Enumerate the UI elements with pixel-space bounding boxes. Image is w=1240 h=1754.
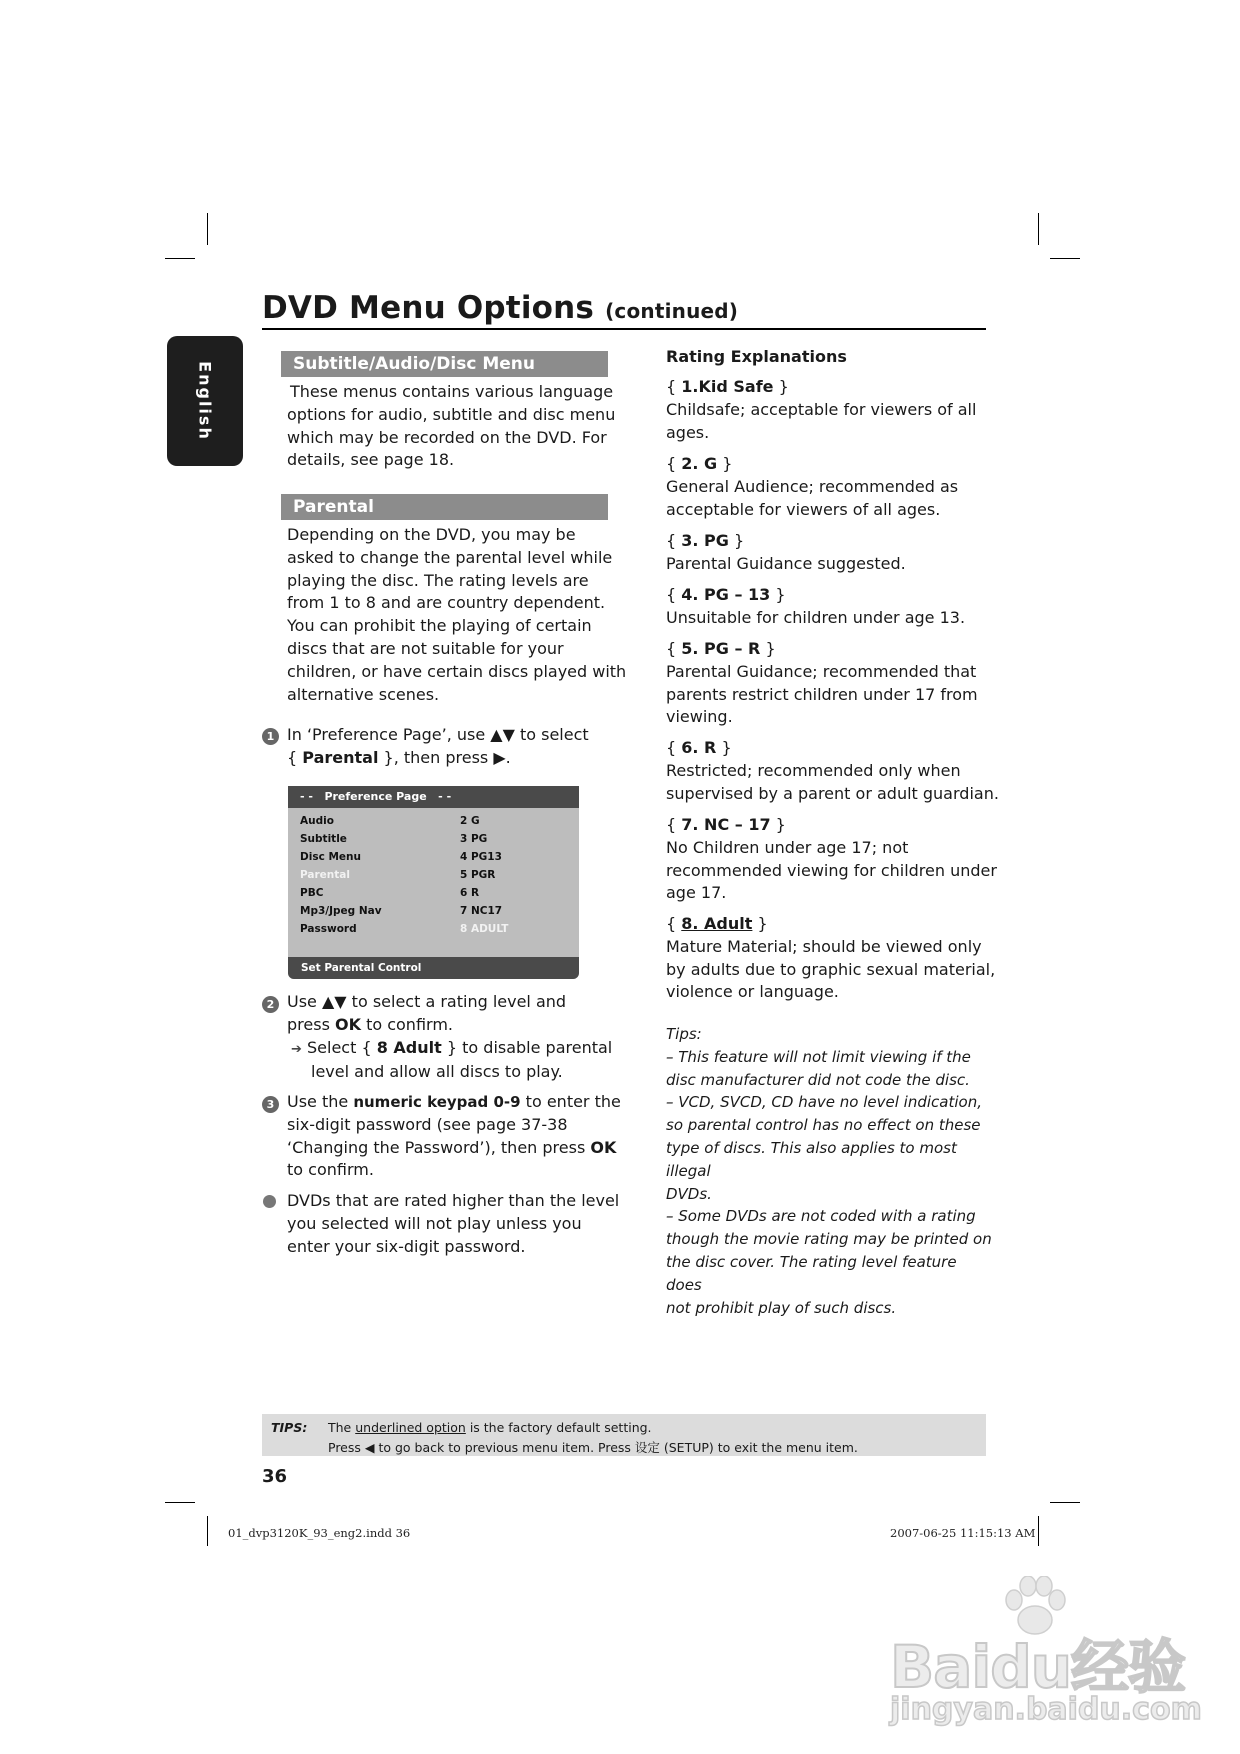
note-bullet-icon [263, 1195, 276, 1208]
rating-label-3: { 3. PG } [666, 531, 745, 550]
rating-entry-7 [666, 814, 997, 905]
rating-label-8-text: 8. Adult [681, 914, 753, 933]
rating-desc-line: recommended viewing for children under [666, 860, 997, 880]
section1-line: These menus contains various language [290, 382, 614, 401]
step-3-line1-post: to enter the [520, 1092, 621, 1111]
tips-bar-line1 [328, 1420, 652, 1435]
rating-label-6: { 6. R } [666, 738, 732, 757]
note-line: DVDs that are rated higher than the level [287, 1191, 620, 1210]
crop-mark-top-right-h [1050, 258, 1080, 259]
rating-option-3pg[interactable]: 3 PG [460, 833, 488, 845]
rating-label-7-text: 7. NC – 17 [681, 815, 771, 834]
section2-line: asked to change the parental level while [287, 547, 613, 567]
title-rule [262, 328, 986, 330]
crop-mark-bottom-left [207, 1516, 208, 1546]
rating-label-5-text: 5. PG – R [681, 639, 761, 658]
section1-line: details, see page 18. [287, 450, 455, 470]
rating-desc-line: parents restrict children under 17 from [666, 684, 978, 704]
rating-desc-line: by adults due to graphic sexual material, [666, 959, 996, 979]
rating-label-4-text: 4. PG – 13 [681, 585, 771, 604]
section2-line: playing the disc. The rating levels are [287, 570, 589, 590]
rating-option-5pgr[interactable]: 5 PGR [460, 869, 496, 881]
step-2-line2-post: to confirm. [360, 1014, 453, 1034]
tips-line: DVDs. [666, 1184, 712, 1203]
tips-bar-line2: Press ◀ to go back to previous menu item. Press 设定 (SETUP) to exit the menu item. [328, 1440, 858, 1455]
rating-desc-line: violence or language. [666, 982, 839, 1002]
rating-label-3-text: 3. PG [681, 531, 729, 550]
section2-line: Depending on the DVD, you may be [287, 525, 576, 544]
rating-option-6r[interactable]: 6 R [460, 887, 480, 899]
rating-desc-line: supervised by a parent or adult guardian. [666, 783, 999, 803]
step-2-line4: level and allow all discs to play. [311, 1062, 563, 1082]
rating-explanations-heading: Rating Explanations [666, 347, 847, 366]
crop-mark-top-left-h [165, 258, 195, 259]
rating-desc-line: Restricted; recommended only when [666, 760, 961, 780]
rating-label-7: { 7. NC – 17 } [666, 815, 786, 834]
rating-option-2g[interactable]: 2 G [460, 815, 480, 827]
rating-desc-line: viewing. [666, 707, 733, 727]
step-1-badge: 1 [262, 728, 279, 745]
step-3-line2: six-digit password (see page 37-38 [287, 1114, 568, 1134]
rating-label-2-text: 2. G [681, 454, 718, 473]
rating-label-4: { 4. PG – 13 } [666, 585, 786, 604]
rating-desc-line: acceptable for viewers of all ages. [666, 499, 941, 519]
step-3-ok-bold: OK [590, 1137, 617, 1157]
step-3-keypad-bold: numeric keypad 0-9 [353, 1093, 521, 1111]
tips-title: Tips: [666, 1025, 702, 1043]
rating-desc-line: age 17. [666, 883, 727, 903]
page-number: 36 [262, 1466, 288, 1487]
rating-entry-3 [666, 530, 906, 576]
step-2-line1: Use ▲▼ to select a rating level and [287, 992, 567, 1011]
menu-item-password[interactable]: Password [300, 923, 357, 935]
rating-label-8: { 8. Adult } [666, 914, 768, 933]
menu-item-pbc[interactable]: PBC [300, 887, 324, 899]
step-1-line2-pre: { [287, 747, 303, 767]
rating-desc-line: Parental Guidance suggested. [666, 553, 906, 573]
rating-desc-line: ages. [666, 422, 710, 442]
step-1-text [287, 724, 627, 770]
step-3-line1 [287, 1091, 632, 1114]
rating-entry-5 [666, 638, 978, 729]
tips-line: type of discs. This also applies to most illegal [666, 1138, 957, 1180]
step-2-line3-post: } to disable parental [441, 1037, 613, 1057]
tips-line: not prohibit play of such discs. [666, 1298, 897, 1317]
footer-tips-bar [262, 1414, 986, 1456]
rating-desc-line: General Audience; recommended as [666, 476, 959, 496]
section2-paragraph [287, 524, 627, 706]
tips-line: – This feature will not limit viewing if the [666, 1047, 971, 1066]
baidu-watermark [880, 1576, 1220, 1736]
step-1-line2-post: }, then press ▶. [378, 747, 511, 767]
step-3-line4: to confirm. [287, 1160, 374, 1180]
menu-footer-status: Set Parental Control [288, 957, 579, 979]
side-tab-label: English [195, 361, 215, 441]
step-3-line3 [287, 1137, 632, 1160]
step-3-text [287, 1091, 632, 1182]
rating-entry-2 [666, 453, 958, 521]
language-side-tab [167, 336, 243, 466]
rating-label-6-text: 6. R [681, 738, 717, 757]
menu-item-subtitle[interactable]: Subtitle [300, 833, 347, 845]
step-2-badge: 2 [262, 996, 279, 1013]
slug-filename: 01_dvp3120K_93_eng2.indd 36 [228, 1526, 411, 1540]
crop-mark-bottom-right-h [1050, 1502, 1080, 1503]
crop-mark-top-right [1038, 213, 1039, 245]
rating-label-1-text: 1.Kid Safe [681, 377, 774, 396]
slug-timestamp: 2007-06-25 11:15:13 AM [890, 1526, 1036, 1540]
rating-option-7nc17[interactable]: 7 NC17 [460, 905, 503, 917]
rating-option-4pg13[interactable]: 4 PG13 [460, 851, 502, 863]
tips-bar-line1-post: is the factory default setting. [465, 1420, 652, 1435]
tips-bar-line1-pre: The [328, 1420, 356, 1435]
step-1-line1: In ‘Preference Page’, use ▲▼ to select [287, 725, 589, 744]
section1-line: which may be recorded on the DVD. For [287, 427, 607, 447]
tips-bar-underlined: underlined option [355, 1420, 466, 1435]
crop-mark-bottom-left-h [165, 1502, 195, 1503]
rating-entry-4 [666, 584, 965, 630]
tips-note [666, 1023, 996, 1319]
step-1-parental-bold: Parental [302, 747, 379, 767]
step-2-line3 [287, 1037, 632, 1062]
note-line: you selected will not play unless you [287, 1213, 582, 1233]
menu-header: - - Preference Page - - [288, 786, 579, 808]
section1-paragraph [287, 381, 627, 472]
section2-line: alternative scenes. [287, 684, 440, 704]
menu-item-parental[interactable]: Parental [300, 869, 350, 881]
step-3-line3-pre: ‘Changing the Password’), then press [287, 1137, 591, 1157]
rating-entry-1 [666, 376, 976, 444]
tips-bar-label: TIPS: [271, 1420, 308, 1435]
page-title-text: DVD Menu Options [262, 290, 595, 326]
section2-line: You can prohibit the playing of certain [287, 616, 592, 636]
step-3-badge: 3 [262, 1096, 279, 1113]
page-title [262, 290, 738, 326]
section2-line: discs that are not suitable for your [287, 638, 564, 658]
rating-entry-8 [666, 913, 995, 1004]
menu-item-audio[interactable]: Audio [300, 815, 334, 827]
crop-mark-bottom-right [1038, 1516, 1039, 1546]
rating-desc-line: Parental Guidance; recommended that [666, 661, 977, 681]
crop-mark-top-left [207, 213, 208, 245]
section2-line: children, or have certain discs played with [287, 661, 627, 681]
menu-item-mp3-jpeg-nav[interactable]: Mp3/Jpeg Nav [300, 905, 382, 917]
rating-label-5: { 5. PG – R } [666, 639, 776, 658]
section-heading-subtitle-audio-disc: Subtitle/Audio/Disc Menu [281, 351, 608, 377]
step-2-8adult-bold: 8 Adult [376, 1037, 442, 1057]
preference-page-menu [288, 786, 579, 979]
step-3-line1-pre: Use the [287, 1092, 354, 1111]
note-line: enter your six-digit password. [287, 1236, 526, 1256]
rating-desc-line: Mature Material; should be viewed only [666, 936, 982, 956]
rating-desc-line: Childsafe; acceptable for viewers of all [666, 399, 977, 419]
rating-entry-6 [666, 737, 999, 805]
arrow-right-icon: ➔ [291, 1041, 302, 1057]
rating-label-1: { 1.Kid Safe } [666, 377, 789, 396]
watermark-text: Baidu经验 [890, 1633, 1186, 1701]
step-2-ok-bold: OK [334, 1014, 361, 1034]
section2-line: from 1 to 8 and are country dependent. [287, 593, 606, 613]
step-1-line2 [287, 747, 627, 770]
watermark-url: jingyan.baidu.com [890, 1692, 1202, 1727]
page-title-continued: (continued) [605, 299, 739, 323]
rating-desc-line: Unsuitable for children under age 13. [666, 607, 966, 627]
rating-desc-line: No Children under age 17; not [666, 837, 909, 857]
step-2-line2 [287, 1014, 632, 1037]
tips-line: though the movie rating may be printed on [666, 1230, 992, 1249]
note-text [287, 1190, 632, 1258]
tips-line: – VCD, SVCD, CD have no level indication, [666, 1093, 982, 1112]
step-2-line2-pre: press [287, 1014, 335, 1034]
tips-line: – Some DVDs are not coded with a rating [666, 1207, 976, 1226]
rating-option-8adult[interactable]: 8 ADULT [460, 923, 509, 935]
step-2-text [287, 991, 632, 1084]
step-2-line3-pre: Select { [307, 1037, 377, 1057]
tips-line: disc manufacturer did not code the disc. [666, 1070, 970, 1089]
section1-line: options for audio, subtitle and disc menu [287, 404, 616, 424]
tips-line: so parental control has no effect on these [666, 1116, 981, 1135]
tips-line: the disc cover. The rating level feature does [666, 1252, 957, 1294]
rating-label-2: { 2. G } [666, 454, 733, 473]
section-heading-parental: Parental [281, 494, 608, 520]
menu-item-disc-menu[interactable]: Disc Menu [300, 851, 361, 863]
